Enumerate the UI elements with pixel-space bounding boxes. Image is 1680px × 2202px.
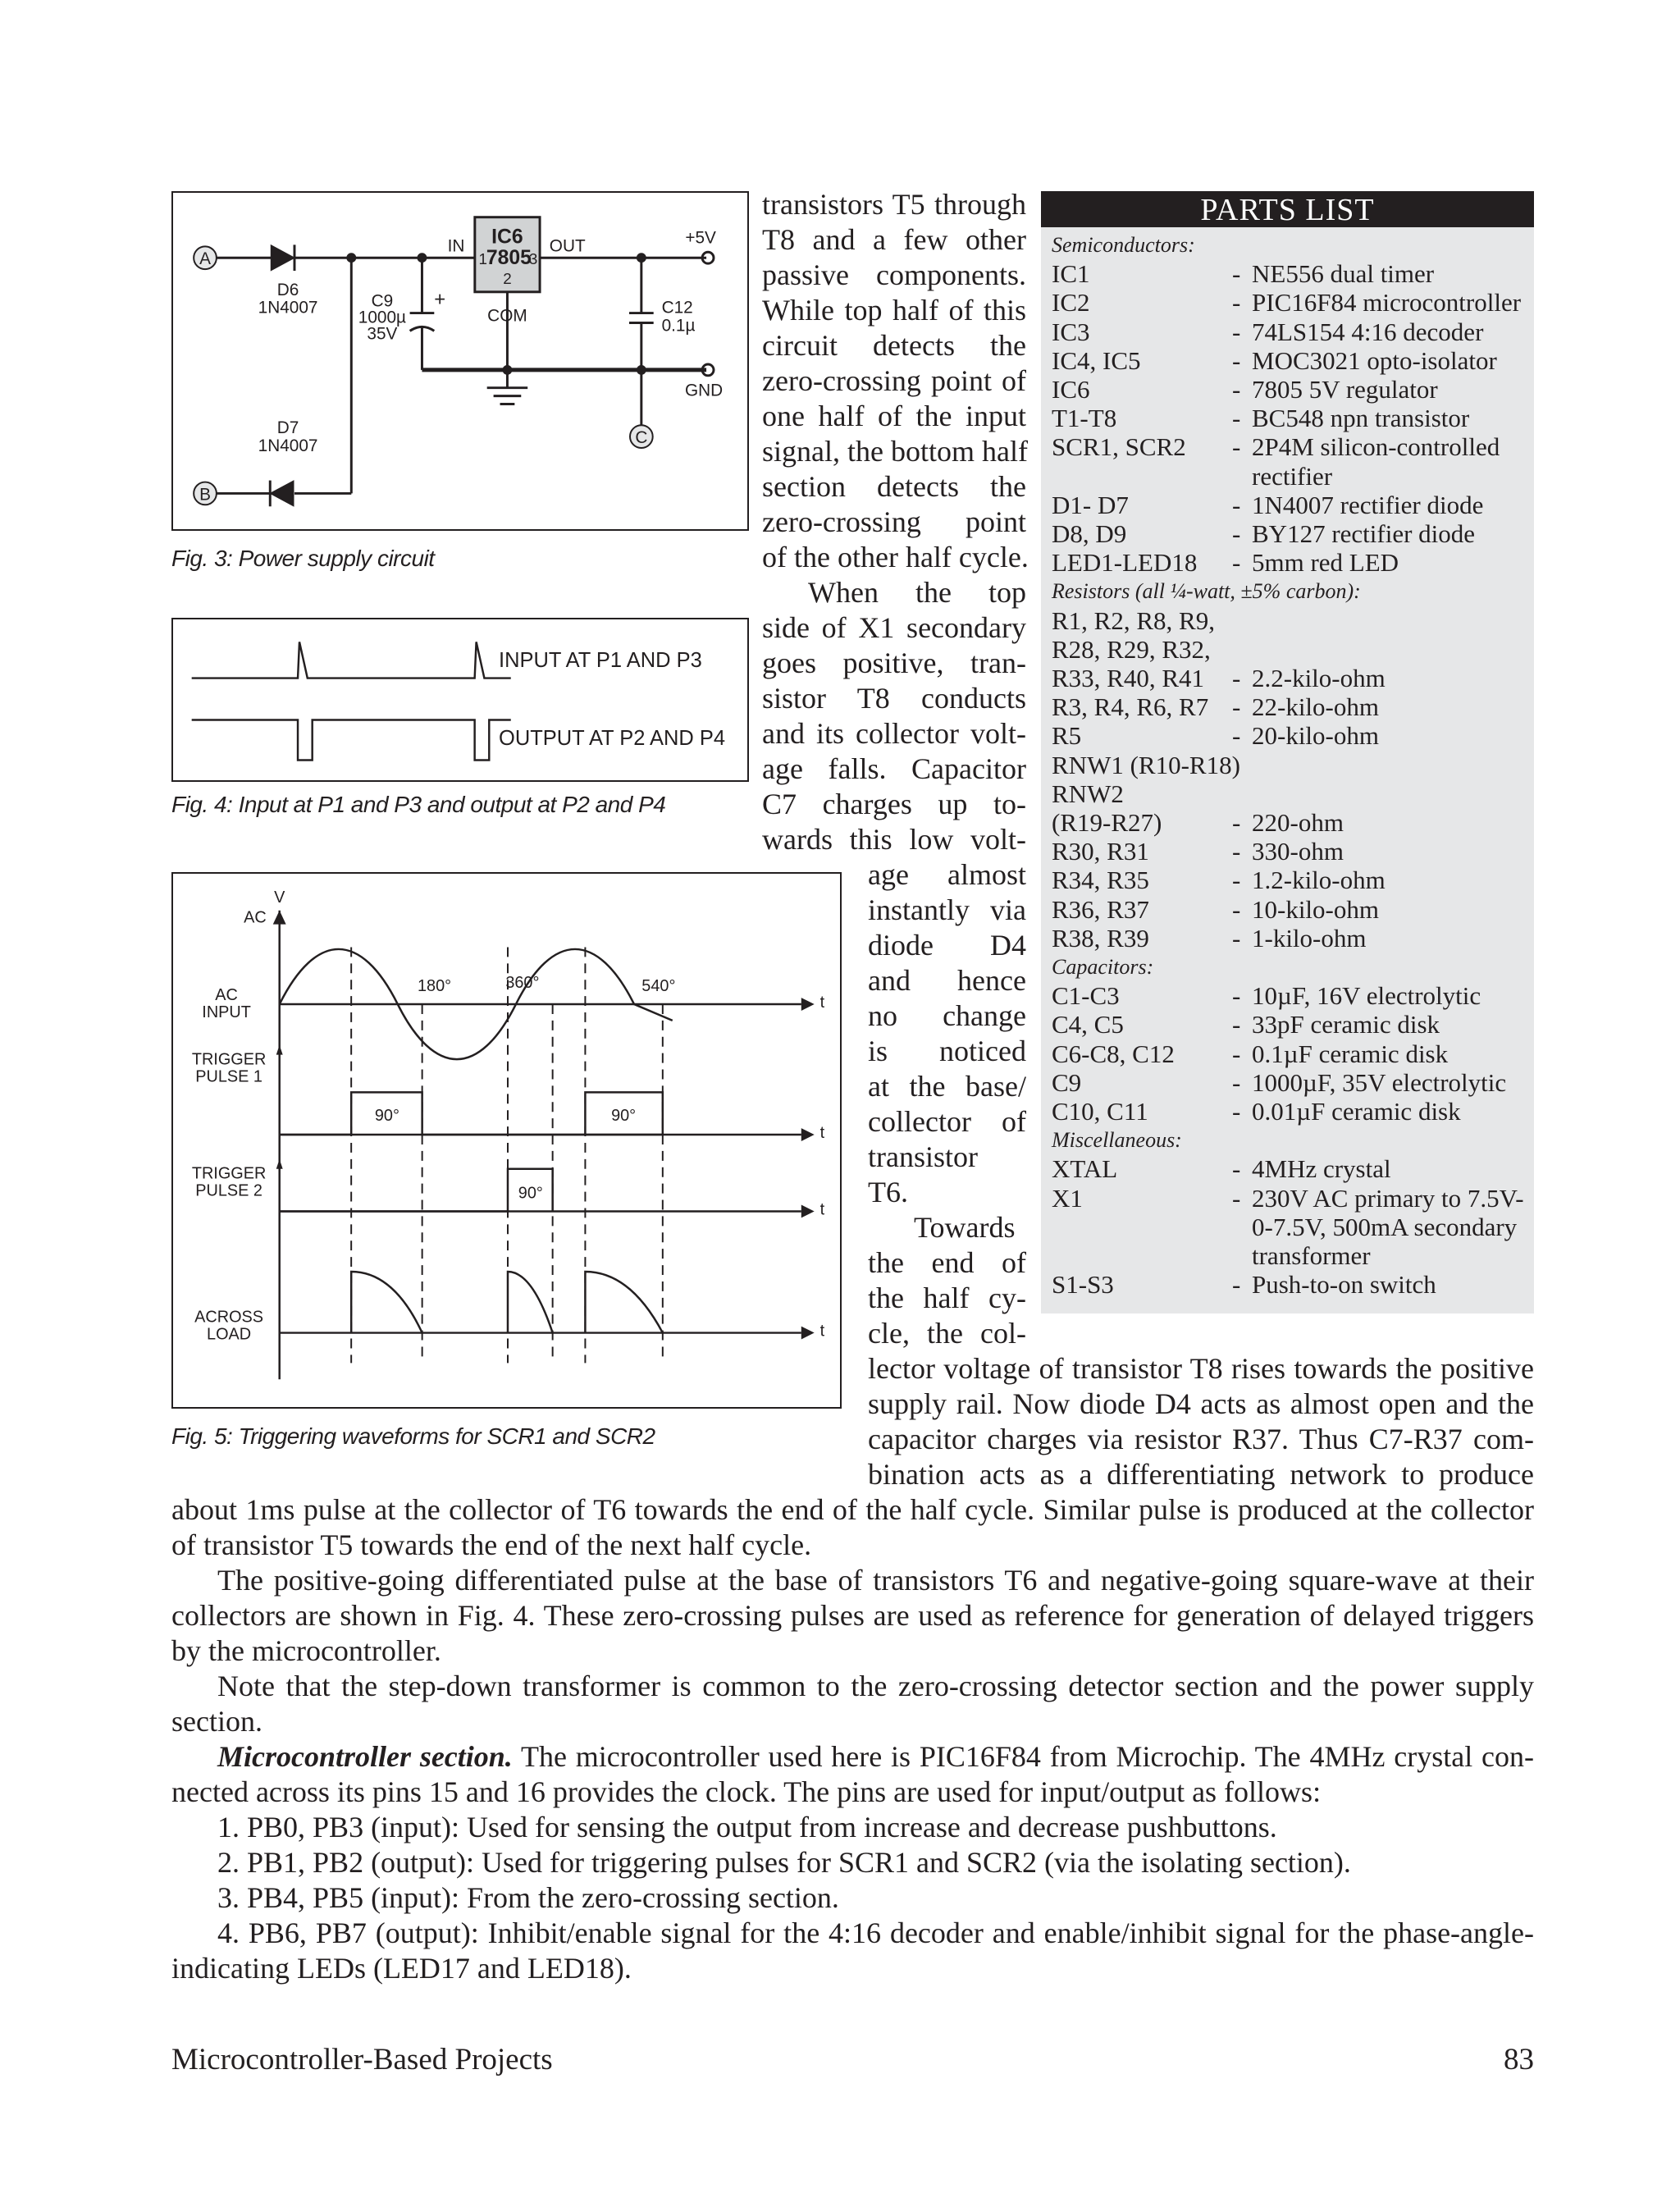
body-line: 2. PB1, PB2 (output): Used for triggering pulses for SCR1 and SCR2 (via the isolating section). <box>217 1846 1351 1879</box>
part-description: 230V AC primary to 7.5V- <box>1252 1183 1524 1213</box>
parts-list-category: Semiconductors: <box>1052 233 1195 257</box>
part-description: transformer <box>1252 1241 1371 1270</box>
column-line: one half of the input <box>762 400 1026 432</box>
column-line: cle, the col- <box>868 1317 1026 1350</box>
fig5-ac-label: AC <box>244 908 267 927</box>
part-dash: - <box>1232 1039 1241 1068</box>
part-designator: R3, R4, R6, R7 <box>1052 692 1209 722</box>
d7-part-label: 1N4007 <box>258 436 318 455</box>
part-designator: SCR1, SCR2 <box>1052 432 1186 462</box>
body-line: 1. PB0, PB3 (input): Used for sensing the output from increase and decrease pushbuttons. <box>217 1811 1277 1843</box>
part-designator: C9 <box>1052 1067 1082 1097</box>
body-line: indicating LEDs (LED17 and LED18). <box>171 1952 632 1985</box>
column-line: of the other half cycle. <box>762 541 1029 573</box>
part-designator: R5 <box>1052 721 1082 751</box>
fig5-90-label-3: 90° <box>518 1184 543 1203</box>
column-line: transistor <box>868 1140 978 1173</box>
body-line: section. <box>171 1705 262 1738</box>
part-designator: IC3 <box>1052 317 1090 346</box>
column-line: instantly via <box>868 893 1026 926</box>
part-designator: XTAL <box>1052 1154 1118 1184</box>
c9-polarity-label: + <box>434 288 446 311</box>
part-dash: - <box>1232 548 1241 578</box>
part-dash: - <box>1232 259 1241 289</box>
part-dash: - <box>1232 1154 1241 1184</box>
column-line: supply rail. Now diode D4 acts as almost open and the <box>868 1387 1534 1420</box>
ic6-label: IC6 <box>491 226 523 249</box>
part-dash: - <box>1232 837 1241 866</box>
column-line: age almost <box>868 858 1026 891</box>
part-dash: - <box>1232 1097 1241 1126</box>
part-dash: - <box>1232 404 1241 433</box>
part-description: 1000µF, 35V electrolytic <box>1252 1067 1507 1097</box>
part-designator: D1- D7 <box>1052 490 1129 519</box>
c9-voltage-label: 35V <box>367 324 398 344</box>
part-dash: - <box>1232 432 1241 462</box>
column-line: age falls. Capacitor <box>762 752 1026 785</box>
part-designator: D8, D9 <box>1052 519 1127 548</box>
d6-part-label: 1N4007 <box>258 298 318 318</box>
c9-value-label: 1000µ <box>358 308 407 327</box>
node-a-label: A <box>199 249 211 269</box>
part-description: 7805 5V regulator <box>1252 375 1438 404</box>
column-line: signal, the bottom half <box>762 435 1028 468</box>
footer-book-title: Microcontroller-Based Projects <box>171 2043 553 2076</box>
column-line: transistors T5 through <box>762 188 1026 221</box>
part-description: 1-kilo-ohm <box>1252 923 1367 953</box>
body-line: 4. PB6, PB7 (output): Inhibit/enable signal for the 4:16 decoder and enable/inhibit signal for the phase-angle- <box>217 1916 1534 1949</box>
column-line: diode D4 <box>868 929 1026 962</box>
part-dash: - <box>1232 519 1241 548</box>
body-line <box>171 1739 1534 1775</box>
parts-list-category: Capacitors: <box>1052 955 1154 979</box>
part-dash: - <box>1232 894 1241 924</box>
fig3-caption: Fig. 3: Power supply circuit <box>171 546 435 571</box>
fig5-t-label-1: t <box>819 993 825 1012</box>
part-dash: - <box>1232 345 1241 375</box>
column-line: goes positive, tran- <box>762 646 1026 679</box>
fig3-power-supply-circuit <box>171 191 749 531</box>
part-description: 1.2-kilo-ohm <box>1252 866 1386 895</box>
power-supply-schematic <box>173 193 747 529</box>
column-line: the end of <box>868 1246 1026 1279</box>
part-description: 20-kilo-ohm <box>1252 721 1379 751</box>
part-designator: IC2 <box>1052 288 1090 318</box>
parts-list-title: PARTS LIST <box>1041 191 1534 227</box>
column-line: and its collector volt- <box>762 717 1026 750</box>
part-dash: - <box>1232 1183 1241 1213</box>
fig5-360-label: 360° <box>505 974 540 993</box>
fig5-trigger1-label-1: TRIGGER <box>191 1050 267 1069</box>
fig5-trigger2-label-2: PULSE 2 <box>195 1181 262 1200</box>
body-line: collectors are shown in Fig. 4. These zero-crossing pulses are used as reference for generation of delayed triggers <box>171 1599 1534 1632</box>
part-designator: C1-C3 <box>1052 981 1120 1011</box>
fig5-ac-input-label-2: INPUT <box>202 1003 251 1021</box>
part-designator: R28, R29, R32, <box>1052 634 1211 664</box>
parts-list-category: Resistors (all ¼-watt, ±5% carbon): <box>1052 579 1361 604</box>
body-line: nected across its pins 15 and 16 provides the clock. The pins are used for input/output as follows: <box>171 1775 1322 1808</box>
body-line: Note that the step-down transformer is common to the zero-crossing detector section and the power supply <box>217 1670 1534 1702</box>
part-designator: C4, C5 <box>1052 1010 1124 1039</box>
fig4-input-label: INPUT AT P1 AND P3 <box>499 648 702 672</box>
c12-value-label: 0.1µ <box>661 316 696 336</box>
parts-list-box <box>1041 191 1534 1313</box>
part-dash: - <box>1232 1270 1241 1300</box>
parts-list-category: Miscellaneous: <box>1052 1128 1182 1153</box>
fig5-90-label-2: 90° <box>611 1107 637 1126</box>
column-line: zero-crossing point <box>762 505 1026 538</box>
part-designator: R1, R2, R8, R9, <box>1052 605 1215 635</box>
ic6-part-label: 7805 <box>486 247 532 270</box>
out-label: OUT <box>549 236 586 256</box>
part-description: 0-7.5V, 500mA secondary <box>1252 1212 1518 1241</box>
part-description: 10-kilo-ohm <box>1252 894 1379 924</box>
part-description: MOC3021 opto-isolator <box>1252 345 1497 375</box>
body-line: The positive-going differentiated pulse at the base of transistors T6 and negative-going square-wave at their <box>217 1564 1534 1597</box>
body-line-rest: The microcontroller used here is PIC16F84 from Microchip. The 4MHz crystal con- <box>520 1740 1534 1773</box>
part-description: NE556 dual timer <box>1252 259 1435 289</box>
part-designator: RNW1 (R10-R18) <box>1052 750 1240 779</box>
column-line: C7 charges up to- <box>762 788 1026 820</box>
column-line: Towards <box>914 1211 1016 1244</box>
column-line: at the base/ <box>868 1070 1026 1103</box>
column-line: zero-crossing point of <box>762 364 1026 397</box>
body-line: of transistor T5 towards the end of the next half cycle. <box>171 1528 812 1561</box>
part-designator: C10, C11 <box>1052 1097 1148 1126</box>
fig5-trigger2-label-1: TRIGGER <box>191 1164 267 1183</box>
fig5-t-label-2: t <box>819 1124 825 1143</box>
column-line: lector voltage of transistor T8 rises towards the positive <box>868 1352 1534 1385</box>
part-description: 2P4M silicon-controlled <box>1252 432 1500 462</box>
part-dash: - <box>1232 808 1241 837</box>
part-designator: (R19-R27) <box>1052 808 1162 837</box>
column-line: When the top <box>808 576 1026 609</box>
fig5-ac-input-label-1: AC <box>215 986 238 1005</box>
text-column-wide <box>868 1351 1534 1492</box>
text-column-middle <box>762 187 1029 857</box>
column-line: no change <box>868 999 1026 1032</box>
part-description: 0.01µF ceramic disk <box>1252 1097 1461 1126</box>
part-description: Push-to-on switch <box>1252 1270 1436 1300</box>
part-designator: R38, R39 <box>1052 923 1149 953</box>
fig5-540-label: 540° <box>641 977 676 996</box>
part-description: 74LS154 4:16 decoder <box>1252 317 1484 346</box>
column-line: and hence <box>868 964 1026 997</box>
part-description: 2.2-kilo-ohm <box>1252 664 1386 692</box>
section-heading: Microcontroller section. <box>217 1740 513 1773</box>
part-designator: R30, R31 <box>1052 837 1149 866</box>
fig5-caption: Fig. 5: Triggering waveforms for SCR1 and SCR2 <box>171 1423 655 1449</box>
body-text <box>171 1492 1534 1986</box>
part-description: 22-kilo-ohm <box>1252 692 1379 722</box>
column-line: T6. <box>868 1176 908 1208</box>
fig5-waveform-drawing <box>173 874 840 1407</box>
d6-label: D6 <box>276 280 299 299</box>
part-designator: C6-C8, C12 <box>1052 1039 1175 1068</box>
part-dash: - <box>1232 866 1241 895</box>
column-line: the half cy- <box>868 1281 1026 1314</box>
part-dash: - <box>1232 288 1241 318</box>
part-description: PIC16F84 microcontroller <box>1252 288 1522 318</box>
c12-label: C12 <box>661 298 693 318</box>
fig5-t-label-3: t <box>819 1200 825 1219</box>
part-designator: RNW2 <box>1052 779 1124 808</box>
pin3-label: 3 <box>528 250 538 268</box>
part-description: 220-ohm <box>1252 808 1344 837</box>
pin1-label: 1 <box>478 250 487 268</box>
column-line: T8 and a few other <box>762 223 1026 256</box>
column-line: While top half of this <box>762 294 1026 327</box>
part-dash: - <box>1232 721 1241 751</box>
part-dash: - <box>1232 375 1241 404</box>
fig4-input-output-waveforms <box>171 618 749 782</box>
part-dash: - <box>1232 490 1241 519</box>
part-description: 33pF ceramic disk <box>1252 1010 1440 1039</box>
footer-page-number: 83 <box>1504 2043 1534 2076</box>
body-line: 3. PB4, PB5 (input): From the zero-crossing section. <box>217 1881 839 1914</box>
fig5-180-label: 180° <box>418 977 452 996</box>
part-dash: - <box>1232 981 1241 1011</box>
part-dash: - <box>1232 664 1241 692</box>
part-description: 0.1µF ceramic disk <box>1252 1039 1449 1068</box>
com-label: COM <box>487 306 527 326</box>
body-line: by the microcontroller. <box>171 1634 441 1667</box>
in-label: IN <box>447 236 465 256</box>
column-line: side of X1 secondary <box>762 611 1026 644</box>
part-description: 330-ohm <box>1252 837 1344 866</box>
fig5-load-label-1: ACROSS <box>194 1308 264 1327</box>
part-designator: R33, R40, R41 <box>1052 664 1205 692</box>
c9-label: C9 <box>371 291 394 311</box>
column-line: is noticed <box>868 1035 1026 1067</box>
body-line: about 1ms pulse at the collector of T6 towards the end of the half cycle. Similar pulse is produced at the collector <box>171 1493 1534 1526</box>
fig5-trigger1-label-2: PULSE 1 <box>195 1067 262 1086</box>
fig5-load-label-2: LOAD <box>207 1325 252 1344</box>
text-column-narrow <box>868 857 1026 1351</box>
part-description: 1N4007 rectifier diode <box>1252 490 1484 519</box>
part-designator: S1-S3 <box>1052 1270 1114 1300</box>
part-designator: X1 <box>1052 1183 1083 1213</box>
column-line: passive components. <box>762 258 1026 291</box>
node-b-label: B <box>199 485 211 505</box>
pin2-label: 2 <box>503 269 512 287</box>
part-description: 5mm red LED <box>1252 548 1399 578</box>
column-line: collector of <box>868 1105 1026 1138</box>
part-designator: IC6 <box>1052 375 1090 404</box>
part-designator: LED1-LED18 <box>1052 548 1198 578</box>
part-designator: T1-T8 <box>1052 404 1117 433</box>
fig4-output-label: OUTPUT AT P2 AND P4 <box>499 726 726 750</box>
part-description: 4MHz crystal <box>1252 1154 1391 1184</box>
part-designator: IC1 <box>1052 259 1090 289</box>
part-dash: - <box>1232 317 1241 346</box>
part-description: BC548 npn transistor <box>1252 404 1470 433</box>
part-dash: - <box>1232 692 1241 722</box>
fig5-t-label-4: t <box>819 1322 825 1341</box>
part-designator: IC4, IC5 <box>1052 345 1141 375</box>
fig4-waveform-drawing <box>173 619 747 780</box>
column-line: bination acts as a differentiating network to produce <box>868 1458 1534 1491</box>
part-description: rectifier <box>1252 461 1333 491</box>
column-line: sistor T8 conducts <box>762 682 1026 715</box>
column-line: wards this low volt- <box>762 823 1026 856</box>
column-line: circuit detects the <box>762 329 1026 362</box>
part-dash: - <box>1232 1010 1241 1039</box>
part-designator: R34, R35 <box>1052 866 1149 895</box>
part-description: 10µF, 16V electrolytic <box>1252 981 1481 1011</box>
node-c-label: C <box>635 428 648 448</box>
part-description: BY127 rectifier diode <box>1252 519 1476 548</box>
column-line: section detects the <box>762 470 1026 503</box>
plus5v-label: +5V <box>685 228 716 248</box>
part-dash: - <box>1232 1067 1241 1097</box>
gnd-label: GND <box>685 381 724 400</box>
fig5-90-label-1: 90° <box>374 1107 399 1126</box>
fig5-triggering-waveforms <box>171 872 842 1409</box>
fig4-caption: Fig. 4: Input at P1 and P3 and output at P2 and P4 <box>171 792 666 817</box>
part-designator: R36, R37 <box>1052 894 1149 924</box>
column-line: capacitor charges via resistor R37. Thus C7-R37 com- <box>868 1423 1534 1455</box>
d7-label: D7 <box>276 418 299 438</box>
fig5-v-label: V <box>274 888 285 907</box>
part-dash: - <box>1232 923 1241 953</box>
